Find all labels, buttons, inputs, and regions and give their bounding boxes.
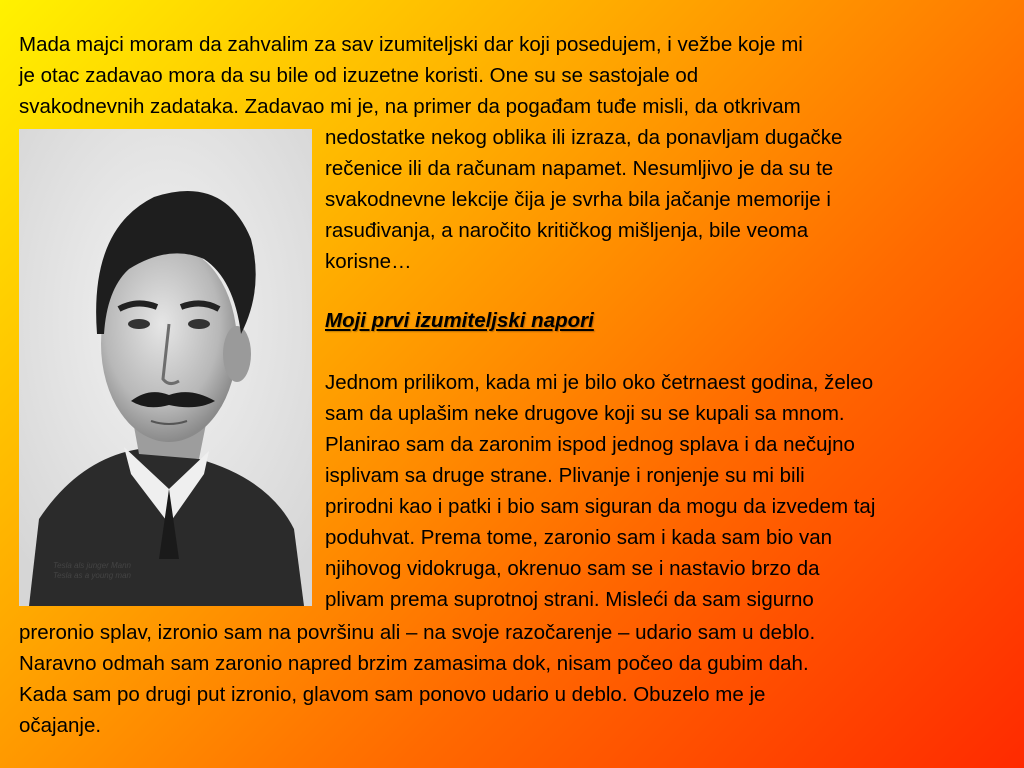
text-line: svakodnevne lekcije čija je svrha bila jačanje memorije i [325,188,831,211]
portrait-photo [19,129,312,606]
text-line: rasuđivanja, a naročito kritičkog mišljenja, bile veoma [325,219,809,242]
section-heading: Moji prvi izumiteljski napori [325,309,594,332]
text-line: plivam prema suprotnoj strani. Misleći da sam sigurno [325,588,814,611]
photo-caption-line: Tesla als junger Mann [53,561,131,570]
photo-caption-line: Tesla as a young man [53,571,131,580]
text-line: Jednom prilikom, kada mi je bilo oko četrnaest godina, želeo [325,371,874,394]
text-line: sam da uplašim neke drugove koji su se kupali sa mnom. [325,402,845,425]
closing-paragraph [19,617,815,741]
text-line: Mada majci moram da zahvalim za sav izumiteljski dar koji posedujem, i vežbe koje mi [19,33,803,56]
intro-paragraph [19,29,803,122]
text-line: Kada sam po drugi put izronio, glavom sam ponovo udario u deblo. Obuzelo me je [19,683,766,706]
story-paragraph [325,367,875,615]
text-line: korisne… [325,250,412,273]
text-line: poduhvat. Prema tome, zaronio sam i kada sam bio van [325,526,833,549]
text-line: preronio splav, izronio sam na površinu ali – na svoje razočarenje – udario sam u deblo. [19,621,816,644]
text-line: svakodnevnih zadataka. Zadavao mi je, na primer da pogađam tuđe misli, da otkrivam [19,95,801,118]
photo-caption [53,561,131,581]
continuation-paragraph [325,122,842,277]
text-line: Planirao sam da zaronim ispod jednog splava i da nečujno [325,433,855,456]
text-line: rečenice ili da računam napamet. Nesumljivo je da su te [325,157,834,180]
text-line: Naravno odmah sam zaronio napred brzim zamasima dok, nisam počeo da gubim dah. [19,652,809,675]
text-line: isplivam sa druge strane. Plivanje i ronjenje su mi bili [325,464,805,487]
text-line: nedostatke nekog oblika ili izraza, da ponavljam dugačke [325,126,843,149]
text-line: je otac zadavao mora da su bile od izuzetne koristi. One su se sastojale od [19,64,699,87]
portrait-image [19,129,312,606]
text-line: njihovog vidokruga, okrenuo sam se i nastavio brzo da [325,557,820,580]
text-line: očajanje. [19,714,102,737]
text-line: prirodni kao i patki i bio sam siguran da mogu da izvedem taj [325,495,876,518]
